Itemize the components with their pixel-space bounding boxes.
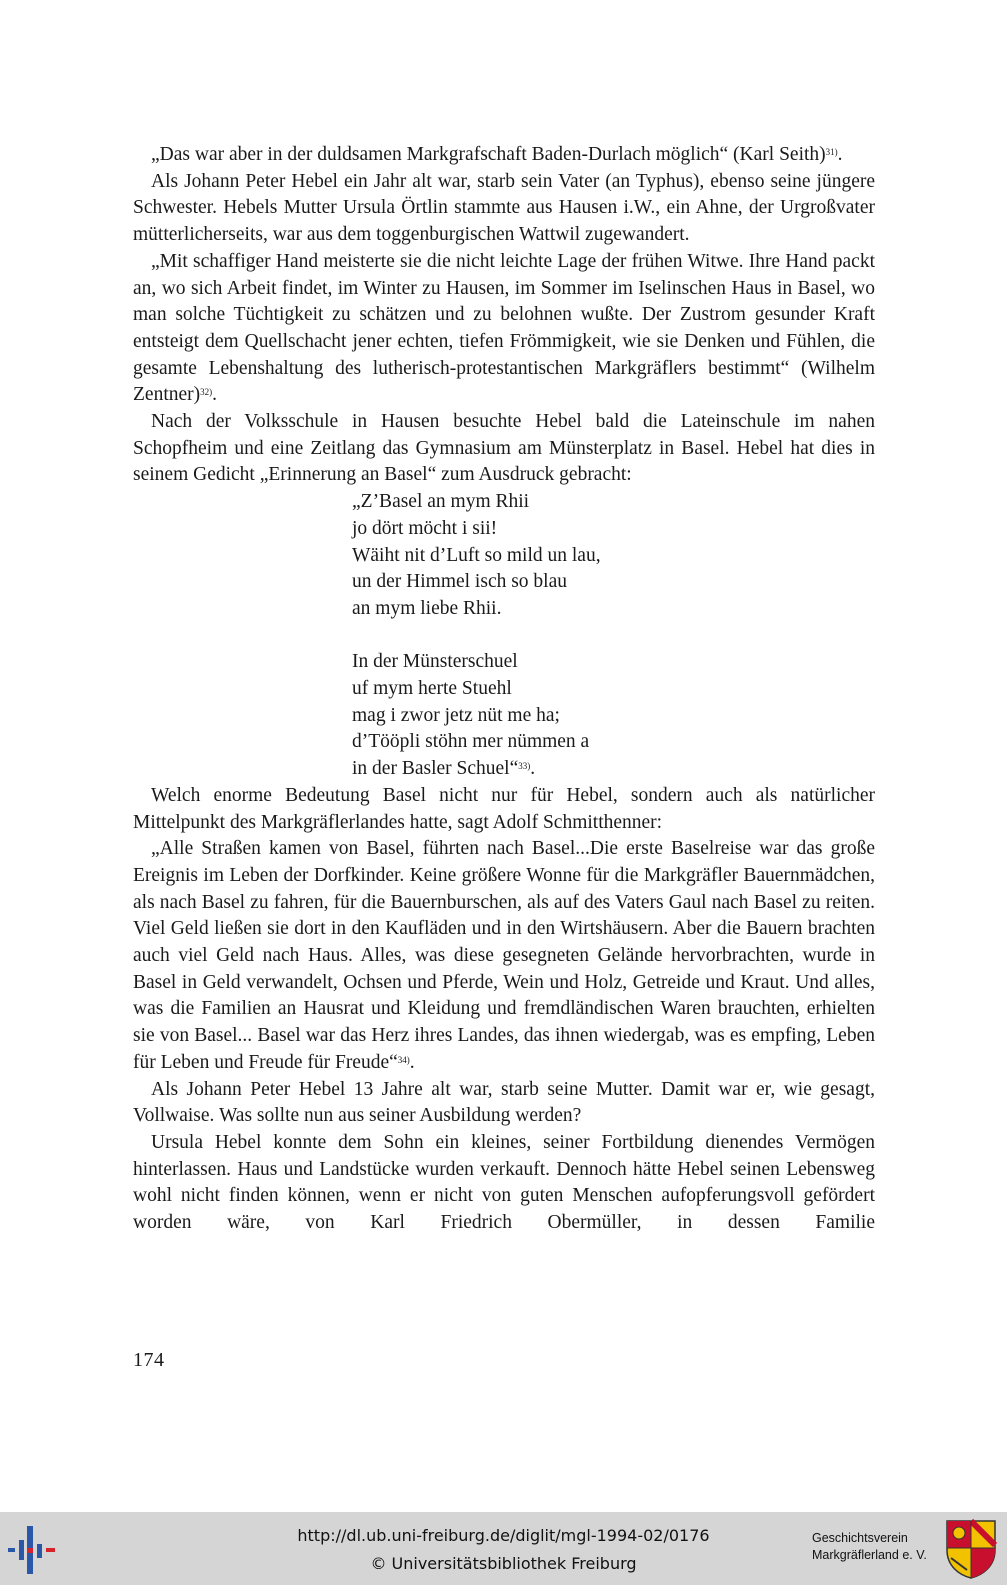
paragraph: „Das war aber in der duldsamen Markgrafschaft Baden-Durlach möglich“ (Karl Seith)$^{31)}$. <box>151 144 843 165</box>
footer-url-link[interactable]: http://dl.ub.uni-freiburg.de/diglit/mgl-1994-02/0176 <box>297 1526 710 1545</box>
poem-line: mag i zwor jetz nüt me ha; <box>352 704 560 726</box>
poem-line: Wäiht nit d’Luft so mild un lau, <box>352 544 601 566</box>
paragraph: Als Johann Peter Hebel ein Jahr alt war, starb sein Vater (an Typhus), ebenso seine jüngere Schwester. Hebels Mutter Ursula Örtlin stammte aus Hausen i.W., ein Ahne, der Urgroßvater mütterlicherseits, war aus dem toggenburgischen Wattwil zugewandert. <box>133 170 875 246</box>
markgraeflerland-crest-icon <box>943 1518 999 1580</box>
paragraph: „Mit schaffiger Hand meisterte sie die nicht leichte Lage der frühen Witwe. Ihre Hand packt an, wo sich Arbeit findet, im Winter zu Hausen, im Sommer im Iselinschen Haus in Basel, wo man solche Tüchtigkeit zu schätzen und zu belohnen wußte. Der Zustrom gesunder Kraft entsteigt dem Quellschacht jener echten, tiefen Frömmigkeit, wie sie Denken und Fühlen, die gesamte Lebenshaltung des lutherisch-protestantischen Markgräflers bestimmt“ (Wilhelm Zentner)$^{32)}$. <box>133 250 875 406</box>
poem-line: d’Tööpli stöhn mer nümmen a <box>352 731 590 753</box>
stanza-gap <box>352 623 875 650</box>
poem-line: an mym liebe Rhii. <box>352 597 502 619</box>
footer-copyright: © Universitätsbibliothek Freiburg <box>370 1554 637 1573</box>
body-text <box>133 142 875 1237</box>
poem <box>352 489 875 783</box>
footnote-ref: 33) <box>518 761 531 772</box>
footnote-ref: 32) <box>200 387 213 398</box>
poem-line: un der Himmel isch so blau <box>352 571 568 593</box>
society-line: Geschichtsverein <box>812 1531 908 1545</box>
society-name <box>812 1530 927 1564</box>
paragraph: Ursula Hebel konnte dem Sohn ein kleines, seiner Fortbildung dienendes Vermögen hinterlassen. Haus und Landstücke wurden verkauft. Dennoch hätte Hebel seinen Lebensweg wohl nicht finden können, wenn er nicht von guten Menschen aufopferungsvoll gefördert worden wäre, von Karl Friedrich Obermüller, in dessen Familie <box>133 1132 875 1234</box>
footnote-ref: 31) <box>825 147 838 157</box>
footer-bar <box>0 1512 1007 1585</box>
paragraph: „Alle Straßen kamen von Basel, führten nach Basel...Die erste Baselreise war das große Ereignis im Leben der Dorfkinder. Keine größere Wonne für die Markgräfler Bauernmädchen, als nach Basel zu fahren, für die Bauernburschen, als auf des Vaters Gaul nach Basel zu reiten. Viel Geld ließen sie dort in den Kaufläden und in den Wirtshäusern. Aber die Bauern brachten auch viel Geld nach Haus. Alles, was diese gesegneten Gelände hervorbrachten, wurde in Basel in Geld verwandelt, Ochsen und Pferde, Wein und Holz, Getreide und Kraut. Und alles, was die Familien an Hausrat und Kleidung und fremdländischen Waren brauchten, erhielten sie von Basel... Basel war das Herz ihres Landes, das ihnen wiedergab, was es empfing, Leben für Leben und Freude für Freude“$^{34)}$. <box>133 838 875 1073</box>
poem-line: „Z’Basel an mym Rhii <box>352 491 530 513</box>
paragraph: Als Johann Peter Hebel 13 Jahre alt war, starb seine Mutter. Damit war er, wie gesagt, Vollwaise. Was sollte nun aus seiner Ausbildung werden? <box>133 1078 875 1127</box>
poem-line: uf mym herte Stuehl <box>352 678 512 700</box>
society-line: Markgräflerland e. V. <box>812 1548 927 1562</box>
paragraph: Nach der Volksschule in Hausen besuchte Hebel bald die Lateinschule im nahen Schopfheim und eine Zeitlang das Gymnasium am Münsterplatz in Basel. Hebel hat dies in seinem Gedicht „Erinnerung an Basel“ zum Ausdruck gebracht: <box>133 411 875 486</box>
poem-line: In der Münsterschuel <box>352 651 518 673</box>
poem-line: jo dört möcht i sii! <box>352 517 498 539</box>
page-number: 174 <box>133 1349 165 1371</box>
footnote-ref: 34) <box>397 1054 410 1065</box>
paragraph: Welch enorme Bedeutung Basel nicht nur für Hebel, sondern auch als natürlicher Mittelpunkt des Markgräflerlandes hatte, sagt Adolf Schmitthenner: <box>133 784 875 833</box>
poem-line: in der Basler Schuel“$^{33)}$. <box>352 758 536 780</box>
